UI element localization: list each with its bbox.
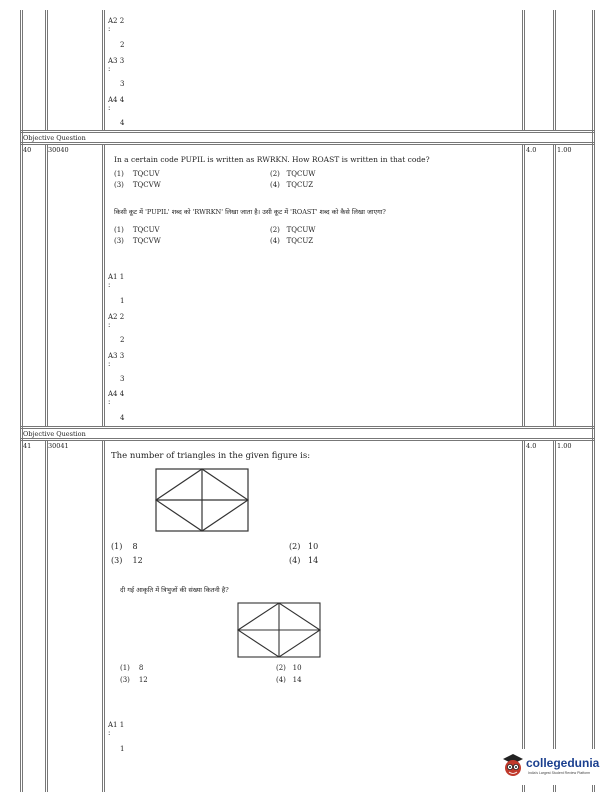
- col-divider: [104, 440, 105, 792]
- option-3-hi: (3) TQCVW: [114, 237, 161, 245]
- table-border-right-outer: [594, 10, 595, 792]
- col-divider: [524, 144, 525, 426]
- col-divider: [555, 10, 556, 130]
- option-4: (4) 14: [289, 556, 319, 565]
- col-divider: [553, 10, 554, 130]
- option-4: (4) TQCUZ: [270, 181, 314, 189]
- marks: 4.0: [526, 146, 537, 154]
- col-divider: [102, 440, 103, 792]
- answer-label: A4 4 :: [108, 96, 125, 112]
- option-3: (3) 12: [111, 556, 143, 565]
- negative-marks: 1.00: [557, 146, 572, 154]
- option-1: (1) TQCUV: [114, 170, 160, 178]
- answer-value: 2: [120, 336, 125, 344]
- col-divider: [522, 10, 523, 130]
- question-text-en: In a certain code PUPIL is written as RWRKN. How ROAST is written in that code?: [114, 155, 430, 164]
- col-divider: [522, 144, 523, 426]
- negative-marks: 1.00: [557, 442, 572, 450]
- section-label: Objective Question: [23, 134, 86, 142]
- option-2-hi: (2) 10: [276, 664, 302, 672]
- col-divider: [555, 440, 556, 792]
- logo: [500, 749, 608, 785]
- row-divider: [20, 440, 595, 441]
- col-divider: [102, 144, 103, 426]
- option-4-hi: (4) 14: [276, 676, 302, 684]
- table-border-left: [20, 10, 21, 792]
- col-divider: [522, 440, 523, 792]
- row-divider: [20, 132, 595, 133]
- option-1-hi: (1) 8: [120, 664, 144, 672]
- col-divider: [553, 440, 554, 792]
- answer-label: A3 3 :: [108, 57, 125, 73]
- col-divider: [104, 10, 105, 130]
- col-divider: [47, 144, 48, 426]
- table-border-left-inner: [22, 10, 23, 792]
- answer-value: 4: [120, 414, 125, 422]
- col-divider: [524, 10, 525, 130]
- col-divider: [45, 10, 46, 130]
- row-divider: [20, 130, 595, 131]
- option-1: (1) 8: [111, 542, 138, 551]
- option-2: (2) TQCUW: [270, 170, 316, 178]
- triangle-figure-hi: [237, 602, 321, 658]
- triangle-figure: [155, 468, 249, 532]
- answer-label: A1 1 :: [108, 721, 125, 737]
- col-divider: [47, 10, 48, 130]
- answer-label: A1 1 :: [108, 273, 125, 289]
- answer-value: 1: [120, 297, 125, 305]
- question-id: 30041: [48, 442, 69, 450]
- question-text-en: The number of triangles in the given figure is:: [111, 451, 311, 461]
- col-divider: [45, 144, 46, 426]
- col-divider: [102, 10, 103, 130]
- answer-label: A4 4 :: [108, 390, 125, 406]
- question-id: 30040: [48, 146, 69, 154]
- col-divider: [47, 440, 48, 792]
- logo-name: collegedunia: [526, 756, 600, 770]
- answer-value: 4: [120, 119, 125, 127]
- answer-value: 2: [120, 41, 125, 49]
- row-divider: [20, 438, 595, 439]
- question-text-hi: किसी कूट में 'PUPIL' शब्द को 'RWRKN' लिखा जाता है। उसी कूट में 'ROAST' शब्द को कैसे लिखा जाएगा?: [114, 208, 386, 216]
- answer-label: A2 2 :: [108, 313, 125, 329]
- logo-tagline: India's Largest Student Review Platform: [528, 771, 591, 775]
- question-number: 41: [23, 442, 32, 450]
- marks: 4.0: [526, 442, 537, 450]
- answer-value: 1: [120, 745, 125, 753]
- row-divider: [20, 142, 595, 143]
- answer-value: 3: [120, 375, 125, 383]
- option-2: (2) 10: [289, 542, 319, 551]
- option-2-hi: (2) TQCUW: [270, 226, 316, 234]
- option-3-hi: (3) 12: [120, 676, 148, 684]
- col-divider: [524, 440, 525, 792]
- answer-label: A2 2 :: [108, 17, 125, 33]
- answer-value: 3: [120, 80, 125, 88]
- col-divider: [553, 144, 554, 426]
- graduate-mascot-icon: [500, 751, 526, 781]
- col-divider: [45, 440, 46, 792]
- row-divider: [20, 144, 595, 145]
- answer-label: A3 3 :: [108, 352, 125, 368]
- row-divider: [20, 426, 595, 427]
- row-divider: [20, 428, 595, 429]
- col-divider: [555, 144, 556, 426]
- col-divider: [104, 144, 105, 426]
- option-1-hi: (1) TQCUV: [114, 226, 160, 234]
- question-number: 40: [23, 146, 32, 154]
- option-4-hi: (4) TQCUZ: [270, 237, 314, 245]
- table-border-right: [592, 10, 593, 792]
- section-label: Objective Question: [23, 430, 86, 438]
- question-text-hi: दी गई आकृति में त्रिभुजों की संख्या कितनी है?: [120, 586, 229, 594]
- option-3: (3) TQCVW: [114, 181, 161, 189]
